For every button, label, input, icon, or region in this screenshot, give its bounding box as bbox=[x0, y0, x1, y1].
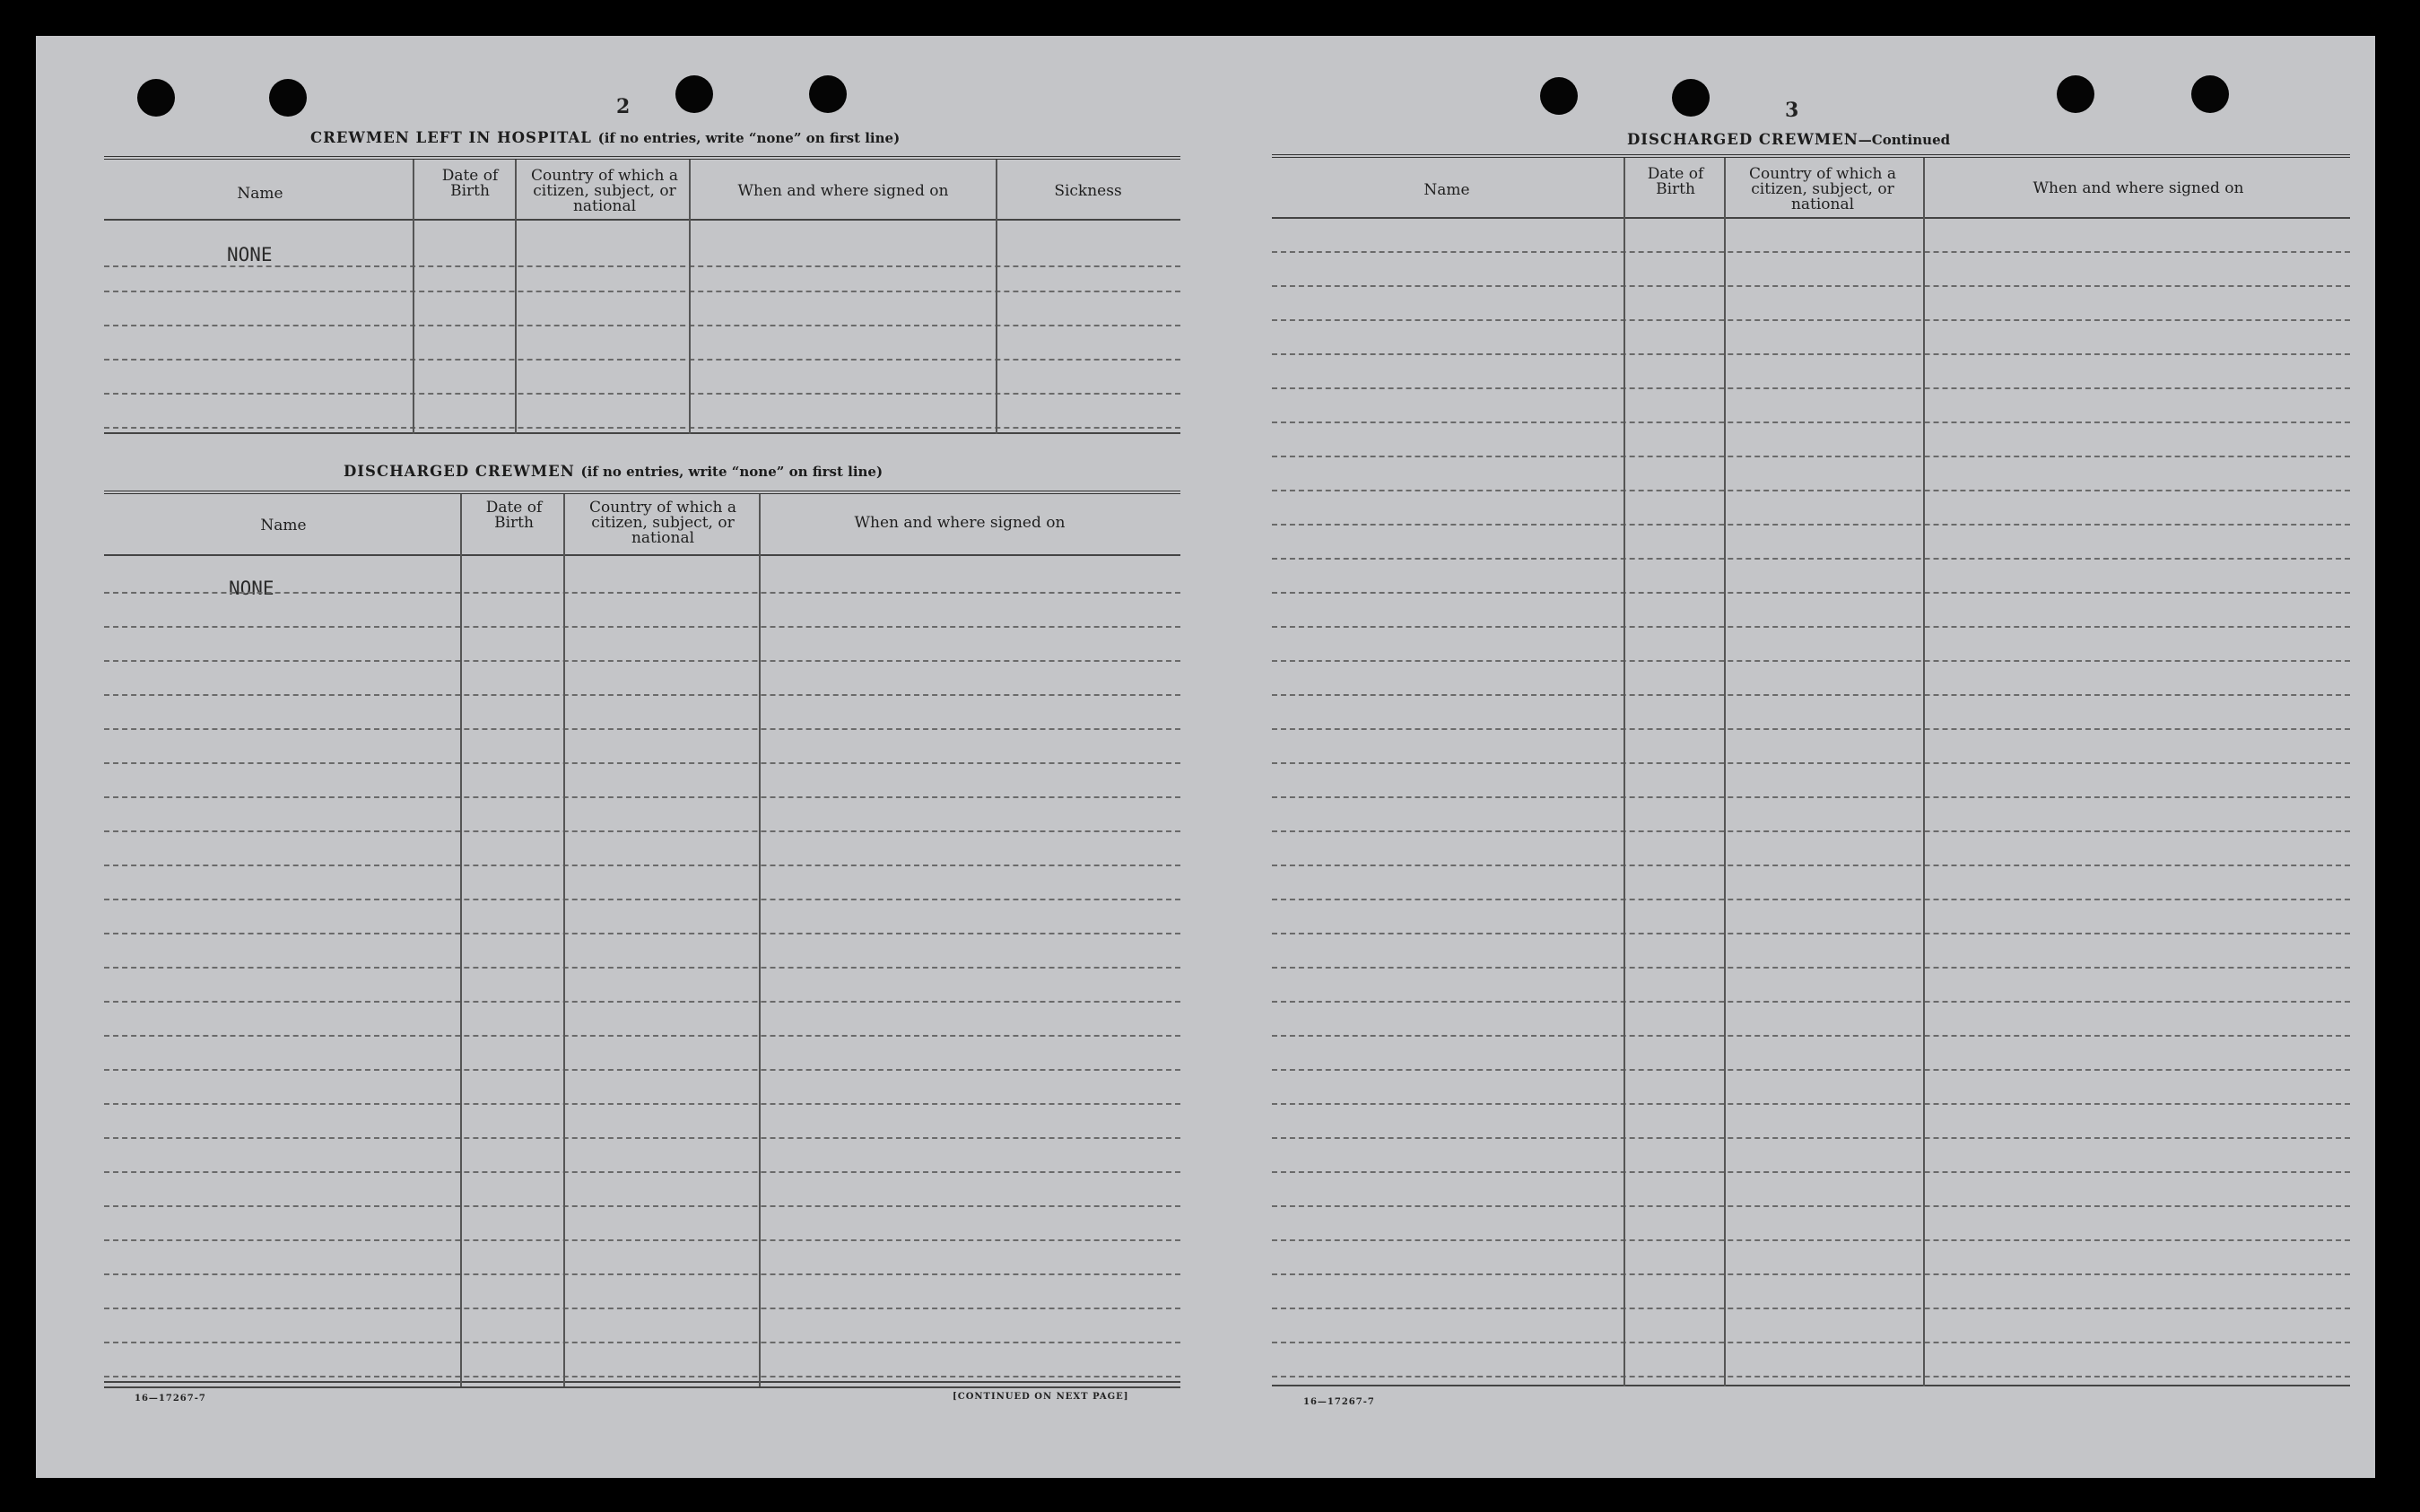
hospital-header-country: Country of which a citizen, subject, or national bbox=[531, 167, 678, 215]
right-row-line bbox=[1272, 1035, 2350, 1037]
right-row-line bbox=[1272, 660, 2350, 662]
discharged-header-signed-on: When and where signed on bbox=[854, 514, 1066, 532]
discharged-row-line bbox=[104, 728, 1180, 730]
discharged-table-top-rule bbox=[104, 491, 1180, 494]
right-row-line bbox=[1272, 1103, 2350, 1105]
form-number-right: 16—17267-7 bbox=[1303, 1397, 1375, 1407]
discharged-column-divider bbox=[563, 494, 565, 1386]
discharged-row-line bbox=[104, 660, 1180, 662]
discharged-title-note: (if no entries, write “none” on first line) bbox=[580, 464, 884, 480]
discharged-row-line bbox=[104, 1171, 1180, 1173]
hospital-header-signed-on: When and where signed on bbox=[737, 182, 949, 200]
hospital-row-line bbox=[104, 265, 1180, 267]
hospital-title-note: (if no entries, write “none” on first line) bbox=[597, 130, 901, 146]
right-row-line bbox=[1272, 967, 2350, 969]
discharged-table-bottom-rule bbox=[104, 1386, 1180, 1388]
discharged-row-line bbox=[104, 899, 1180, 900]
discharged-column-divider bbox=[759, 494, 761, 1386]
discharged-row-line bbox=[104, 1137, 1180, 1139]
discharged-row-line bbox=[104, 1069, 1180, 1071]
discharged-section-title bbox=[344, 463, 883, 480]
right-row-line bbox=[1272, 524, 2350, 526]
discharged-header-dob: Date of Birth bbox=[485, 499, 543, 532]
discharged-row-line bbox=[104, 1239, 1180, 1241]
right-row-line bbox=[1272, 387, 2350, 389]
punch-hole bbox=[1540, 77, 1578, 115]
hospital-column-divider bbox=[689, 160, 691, 434]
discharged-row-line bbox=[104, 933, 1180, 934]
discharged-header-country: Country of which a citizen, subject, or national bbox=[589, 499, 736, 547]
discharged-row-line bbox=[104, 762, 1180, 764]
right-column-divider bbox=[1623, 158, 1625, 1386]
right-row-line bbox=[1272, 694, 2350, 696]
right-row-line bbox=[1272, 421, 2350, 423]
hospital-row-line bbox=[104, 427, 1180, 429]
hospital-column-divider bbox=[413, 160, 414, 434]
right-header-rule bbox=[1272, 217, 2350, 219]
hospital-header-rule bbox=[104, 219, 1180, 221]
hospital-section-title bbox=[310, 129, 900, 146]
page-number-right: 3 bbox=[1785, 99, 1799, 122]
form-number-left: 16—17267-7 bbox=[135, 1394, 206, 1403]
right-row-line bbox=[1272, 319, 2350, 321]
hospital-first-entry: NONE bbox=[227, 244, 273, 265]
hospital-row-line bbox=[104, 393, 1180, 395]
form-sheet bbox=[36, 36, 2375, 1478]
hospital-row-line bbox=[104, 359, 1180, 361]
right-row-line bbox=[1272, 490, 2350, 491]
discharged-row-line bbox=[104, 830, 1180, 832]
right-row-line bbox=[1272, 1205, 2350, 1207]
right-row-line bbox=[1272, 796, 2350, 798]
discharged-column-divider bbox=[460, 494, 462, 1386]
hospital-table-top-rule bbox=[104, 156, 1180, 160]
right-row-line bbox=[1272, 592, 2350, 594]
right-row-line bbox=[1272, 1001, 2350, 1003]
discharged-row-line bbox=[104, 1103, 1180, 1105]
right-row-line bbox=[1272, 285, 2350, 287]
discharged-title-main: DISCHARGED CREWMEN bbox=[344, 463, 575, 480]
page-number-left: 2 bbox=[616, 95, 631, 118]
discharged-row-line bbox=[104, 1308, 1180, 1309]
punch-hole bbox=[1672, 79, 1710, 117]
right-header-signed-on: When and where signed on bbox=[2033, 179, 2244, 197]
discharged-row-line bbox=[104, 1035, 1180, 1037]
right-row-line bbox=[1272, 626, 2350, 628]
right-row-line bbox=[1272, 1069, 2350, 1071]
right-row-line bbox=[1272, 1137, 2350, 1139]
punch-hole bbox=[2057, 75, 2094, 113]
punch-hole bbox=[269, 79, 307, 117]
hospital-header-sickness: Sickness bbox=[1054, 182, 1122, 200]
hospital-column-divider bbox=[996, 160, 997, 434]
hospital-row-line bbox=[104, 325, 1180, 326]
right-table-top-rule bbox=[1272, 154, 2350, 158]
right-row-line bbox=[1272, 251, 2350, 253]
continued-note: [CONTINUED ON NEXT PAGE] bbox=[953, 1392, 1129, 1402]
right-row-line bbox=[1272, 933, 2350, 934]
hospital-table-bottom-rule bbox=[104, 432, 1180, 434]
right-row-line bbox=[1272, 353, 2350, 355]
right-row-line bbox=[1272, 1342, 2350, 1343]
right-row-line bbox=[1272, 830, 2350, 832]
hospital-column-divider bbox=[515, 160, 517, 434]
discharged-row-line bbox=[104, 865, 1180, 866]
discharged-continued-title-note: —Continued bbox=[1858, 132, 1951, 148]
right-row-line bbox=[1272, 1239, 2350, 1241]
discharged-table-bottom-rule bbox=[104, 1381, 1180, 1383]
discharged-first-entry: NONE bbox=[229, 578, 274, 599]
right-header-dob: Date of Birth bbox=[1647, 165, 1704, 198]
right-column-divider bbox=[1923, 158, 1925, 1386]
discharged-row-line bbox=[104, 1001, 1180, 1003]
punch-hole bbox=[2191, 75, 2229, 113]
discharged-header-rule bbox=[104, 554, 1180, 556]
discharged-row-line bbox=[104, 1205, 1180, 1207]
right-table-bottom-rule bbox=[1272, 1385, 2350, 1386]
right-row-line bbox=[1272, 558, 2350, 560]
discharged-row-line bbox=[104, 592, 1180, 594]
right-row-line bbox=[1272, 728, 2350, 730]
discharged-row-line bbox=[104, 1273, 1180, 1275]
right-row-line bbox=[1272, 1273, 2350, 1275]
right-header-country: Country of which a citizen, subject, or national bbox=[1749, 165, 1896, 213]
hospital-header-dob: Date of Birth bbox=[441, 167, 499, 200]
right-row-line bbox=[1272, 456, 2350, 457]
hospital-title-main: CREWMEN LEFT IN HOSPITAL bbox=[310, 129, 592, 146]
punch-hole bbox=[809, 75, 847, 113]
right-row-line bbox=[1272, 865, 2350, 866]
discharged-continued-title-main: DISCHARGED CREWMEN bbox=[1627, 131, 1859, 148]
punch-hole bbox=[675, 75, 713, 113]
discharged-row-line bbox=[104, 694, 1180, 696]
discharged-row-line bbox=[104, 1342, 1180, 1343]
right-header-name: Name bbox=[1423, 181, 1470, 199]
right-column-divider bbox=[1724, 158, 1726, 1386]
right-row-line bbox=[1272, 1171, 2350, 1173]
punch-hole bbox=[137, 79, 175, 117]
right-row-line bbox=[1272, 1376, 2350, 1377]
discharged-header-name: Name bbox=[260, 517, 307, 534]
right-row-line bbox=[1272, 899, 2350, 900]
right-row-line bbox=[1272, 1308, 2350, 1309]
discharged-row-line bbox=[104, 796, 1180, 798]
hospital-header-name: Name bbox=[237, 185, 283, 203]
right-row-line bbox=[1272, 762, 2350, 764]
discharged-row-line bbox=[104, 1376, 1180, 1377]
discharged-row-line bbox=[104, 626, 1180, 628]
discharged-row-line bbox=[104, 967, 1180, 969]
hospital-row-line bbox=[104, 291, 1180, 292]
discharged-continued-title bbox=[1627, 131, 1950, 148]
